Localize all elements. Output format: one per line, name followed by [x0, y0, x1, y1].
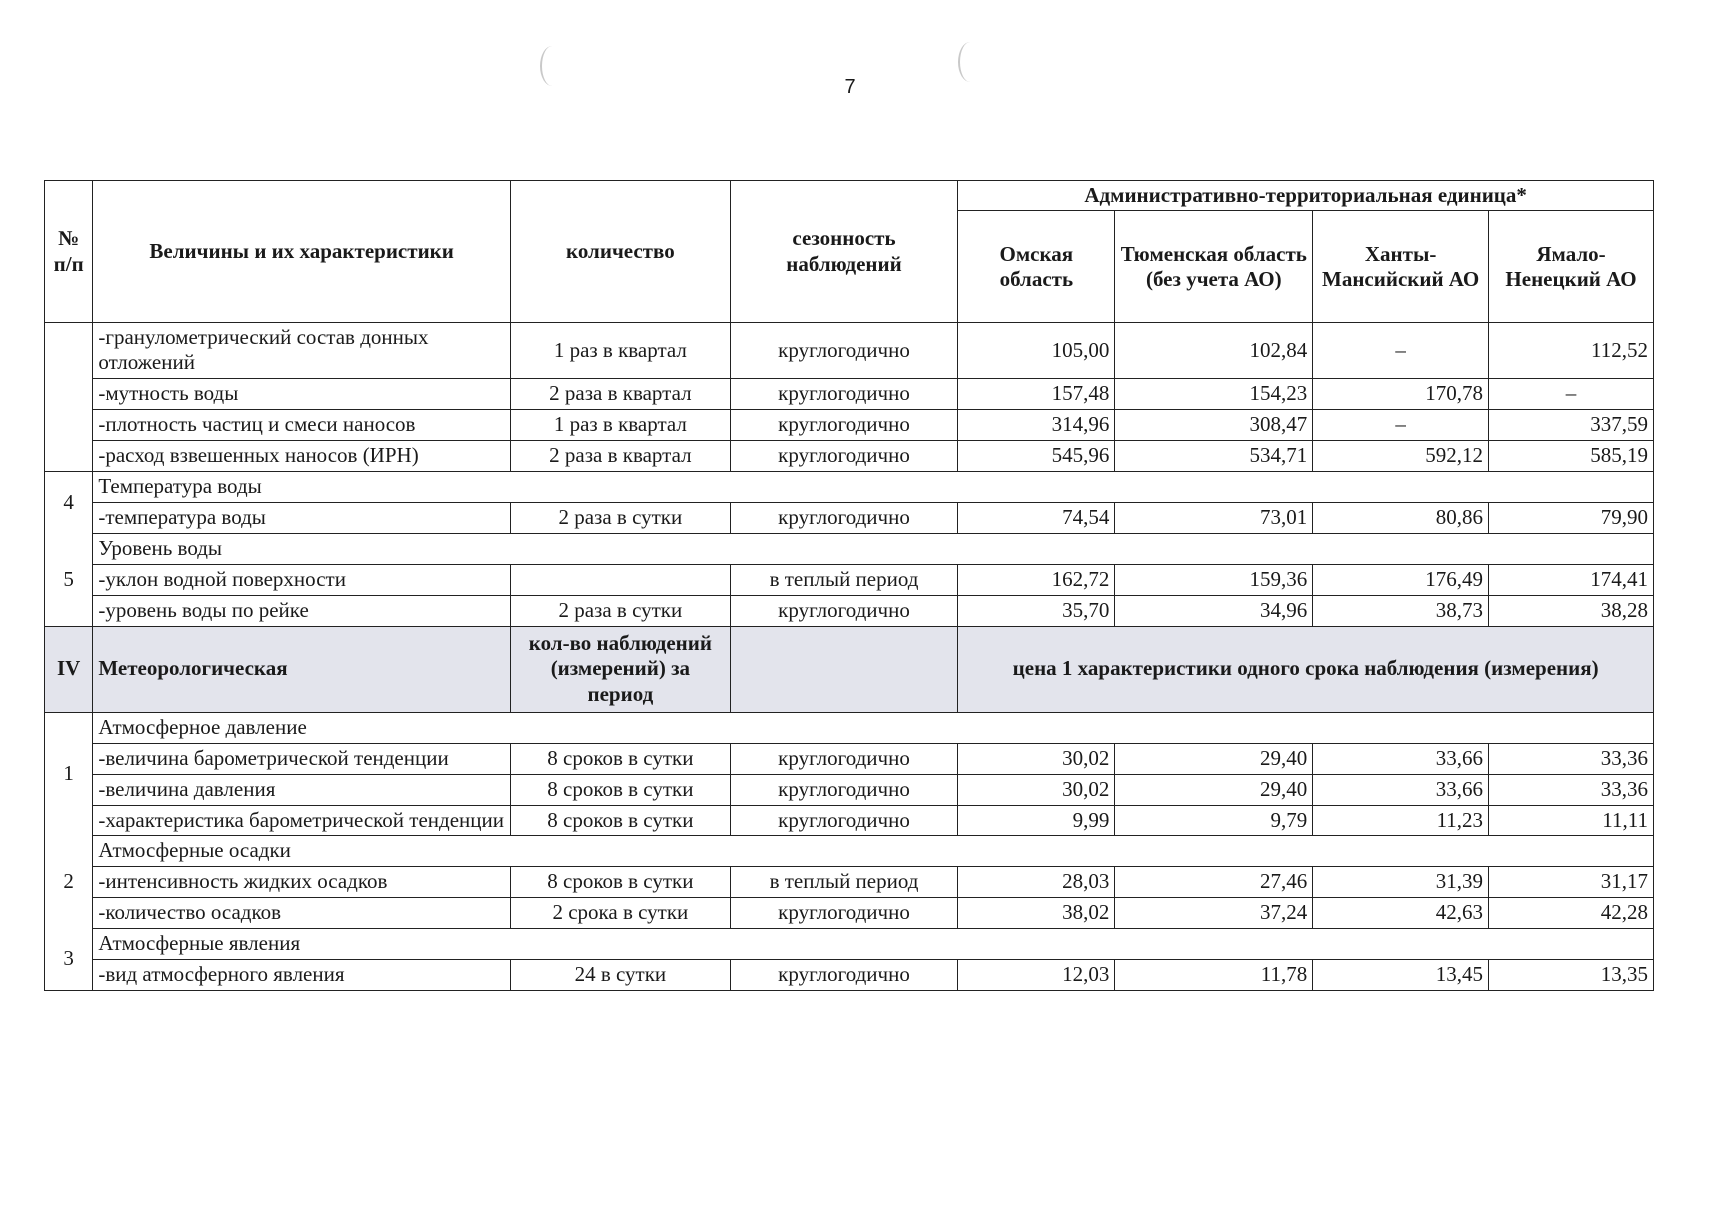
- param-qty: 8 сроков в сутки: [510, 866, 730, 897]
- table-row: [45, 440, 1654, 471]
- table-row: [45, 409, 1654, 440]
- param-season: круглогодично: [730, 378, 957, 409]
- row-num: 4: [45, 471, 93, 533]
- group-title: Атмосферные явления: [93, 928, 1654, 959]
- param-season: круглогодично: [730, 323, 957, 378]
- header-region-tyumen: Тюменская область (без учета АО): [1115, 211, 1313, 323]
- value-ynao: 585,19: [1489, 440, 1654, 471]
- tariff-table: [44, 180, 1654, 991]
- header-region-group: Административно-территориальная единица*: [958, 181, 1654, 211]
- page-number: 7: [844, 76, 856, 98]
- header-num: № п/п: [45, 181, 93, 323]
- value-hmao: –: [1313, 409, 1489, 440]
- param-season: круглогодично: [730, 897, 957, 928]
- group-row: [45, 471, 1654, 502]
- row-num: 2: [45, 835, 93, 928]
- value-hmao: 31,39: [1313, 866, 1489, 897]
- param-qty: [510, 564, 730, 595]
- param-season: круглогодично: [730, 774, 957, 805]
- group-title: Уровень воды: [93, 533, 1654, 564]
- table-row: [45, 774, 1654, 805]
- section-qty-header: кол-во наблюдений (измерений) за период: [510, 626, 730, 712]
- param-name: -плотность частиц и смеси наносов: [93, 409, 511, 440]
- value-tyumen: 34,96: [1115, 595, 1313, 626]
- param-qty: 2 срока в сутки: [510, 897, 730, 928]
- value-hmao: 176,49: [1313, 564, 1489, 595]
- param-name: -мутность воды: [93, 378, 511, 409]
- value-ynao: –: [1489, 378, 1654, 409]
- value-omsk: 9,99: [958, 805, 1115, 835]
- row-num: 1: [45, 712, 93, 835]
- scan-mark-left: [540, 46, 564, 86]
- value-tyumen: 534,71: [1115, 440, 1313, 471]
- section-price-header: цена 1 характеристики одного срока наблюдения (измерения): [958, 626, 1654, 712]
- header-region-hmao: Ханты-Мансийский АО: [1313, 211, 1489, 323]
- table-row: [45, 866, 1654, 897]
- value-omsk: 74,54: [958, 502, 1115, 533]
- value-omsk: 35,70: [958, 595, 1115, 626]
- table-row: [45, 502, 1654, 533]
- value-hmao: 11,23: [1313, 805, 1489, 835]
- value-tyumen: 154,23: [1115, 378, 1313, 409]
- param-season: в теплый период: [730, 866, 957, 897]
- table-row: [45, 959, 1654, 990]
- table-row: [45, 564, 1654, 595]
- header-region-ynao: Ямало-Ненецкий АО: [1489, 211, 1654, 323]
- param-name: -расход взвешенных наносов (ИРН): [93, 440, 511, 471]
- group-title: Температура воды: [93, 471, 1654, 502]
- section-title: Метеорологическая: [93, 626, 511, 712]
- param-qty: 8 сроков в сутки: [510, 743, 730, 774]
- row-num: 3: [45, 928, 93, 990]
- value-ynao: 112,52: [1489, 323, 1654, 378]
- param-season: круглогодично: [730, 959, 957, 990]
- param-name: -величина барометрической тенденции: [93, 743, 511, 774]
- value-omsk: 157,48: [958, 378, 1115, 409]
- value-tyumen: 102,84: [1115, 323, 1313, 378]
- value-tyumen: 73,01: [1115, 502, 1313, 533]
- value-hmao: 42,63: [1313, 897, 1489, 928]
- value-omsk: 12,03: [958, 959, 1115, 990]
- param-name: -температура воды: [93, 502, 511, 533]
- group-row: [45, 835, 1654, 866]
- value-ynao: 31,17: [1489, 866, 1654, 897]
- param-qty: 1 раз в квартал: [510, 409, 730, 440]
- value-omsk: 545,96: [958, 440, 1115, 471]
- value-ynao: 33,36: [1489, 774, 1654, 805]
- value-ynao: 79,90: [1489, 502, 1654, 533]
- section-num: IV: [45, 626, 93, 712]
- value-hmao: 38,73: [1313, 595, 1489, 626]
- param-season: круглогодично: [730, 409, 957, 440]
- value-tyumen: 29,40: [1115, 774, 1313, 805]
- value-omsk: 30,02: [958, 743, 1115, 774]
- param-name: -гранулометрический состав донных отложений: [93, 323, 511, 378]
- value-omsk: 314,96: [958, 409, 1115, 440]
- header-qty: количество: [510, 181, 730, 323]
- value-tyumen: 37,24: [1115, 897, 1313, 928]
- table-row: [45, 743, 1654, 774]
- table-row: [45, 897, 1654, 928]
- value-tyumen: 308,47: [1115, 409, 1313, 440]
- param-season: круглогодично: [730, 743, 957, 774]
- value-tyumen: 9,79: [1115, 805, 1313, 835]
- param-name: -величина давления: [93, 774, 511, 805]
- param-season: круглогодично: [730, 805, 957, 835]
- param-qty: 2 раза в квартал: [510, 440, 730, 471]
- param-qty: 8 сроков в сутки: [510, 805, 730, 835]
- group-row: [45, 712, 1654, 743]
- table-row: [45, 323, 1654, 378]
- value-hmao: 592,12: [1313, 440, 1489, 471]
- value-ynao: 337,59: [1489, 409, 1654, 440]
- header-name: Величины и их характеристики: [93, 181, 511, 323]
- param-season: круглогодично: [730, 502, 957, 533]
- param-qty: 2 раза в квартал: [510, 378, 730, 409]
- value-ynao: 13,35: [1489, 959, 1654, 990]
- param-name: -интенсивность жидких осадков: [93, 866, 511, 897]
- param-qty: 24 в сутки: [510, 959, 730, 990]
- value-omsk: 162,72: [958, 564, 1115, 595]
- header-row-1: [45, 181, 1654, 211]
- value-omsk: 38,02: [958, 897, 1115, 928]
- param-name: -уровень воды по рейке: [93, 595, 511, 626]
- param-season: круглогодично: [730, 440, 957, 471]
- table-row: [45, 378, 1654, 409]
- param-name: -количество осадков: [93, 897, 511, 928]
- value-hmao: 33,66: [1313, 774, 1489, 805]
- value-hmao: –: [1313, 323, 1489, 378]
- group-title: Атмосферное давление: [93, 712, 1654, 743]
- row-num: 5: [45, 533, 93, 626]
- value-ynao: 33,36: [1489, 743, 1654, 774]
- value-ynao: 11,11: [1489, 805, 1654, 835]
- value-hmao: 33,66: [1313, 743, 1489, 774]
- header-region-omsk: Омская область: [958, 211, 1115, 323]
- value-hmao: 13,45: [1313, 959, 1489, 990]
- table-row: [45, 595, 1654, 626]
- value-omsk: 30,02: [958, 774, 1115, 805]
- table-row: [45, 805, 1654, 835]
- param-name: -вид атмосферного явления: [93, 959, 511, 990]
- value-tyumen: 11,78: [1115, 959, 1313, 990]
- row-num: [45, 323, 93, 471]
- value-hmao: 80,86: [1313, 502, 1489, 533]
- section-header-row: [45, 626, 1654, 712]
- group-row: [45, 928, 1654, 959]
- param-qty: 2 раза в сутки: [510, 502, 730, 533]
- value-tyumen: 27,46: [1115, 866, 1313, 897]
- value-hmao: 170,78: [1313, 378, 1489, 409]
- value-tyumen: 29,40: [1115, 743, 1313, 774]
- param-name: -характеристика барометрической тенденции: [93, 805, 511, 835]
- group-title: Атмосферные осадки: [93, 835, 1654, 866]
- param-qty: 1 раз в квартал: [510, 323, 730, 378]
- param-season: в теплый период: [730, 564, 957, 595]
- value-tyumen: 159,36: [1115, 564, 1313, 595]
- group-row: [45, 533, 1654, 564]
- value-omsk: 105,00: [958, 323, 1115, 378]
- value-omsk: 28,03: [958, 866, 1115, 897]
- param-qty: 2 раза в сутки: [510, 595, 730, 626]
- scan-mark-right: [958, 42, 982, 82]
- value-ynao: 38,28: [1489, 595, 1654, 626]
- param-qty: 8 сроков в сутки: [510, 774, 730, 805]
- value-ynao: 174,41: [1489, 564, 1654, 595]
- param-season: круглогодично: [730, 595, 957, 626]
- header-season: сезонность наблюдений: [730, 181, 957, 323]
- section-season-blank: [730, 626, 957, 712]
- param-name: -уклон водной поверхности: [93, 564, 511, 595]
- value-ynao: 42,28: [1489, 897, 1654, 928]
